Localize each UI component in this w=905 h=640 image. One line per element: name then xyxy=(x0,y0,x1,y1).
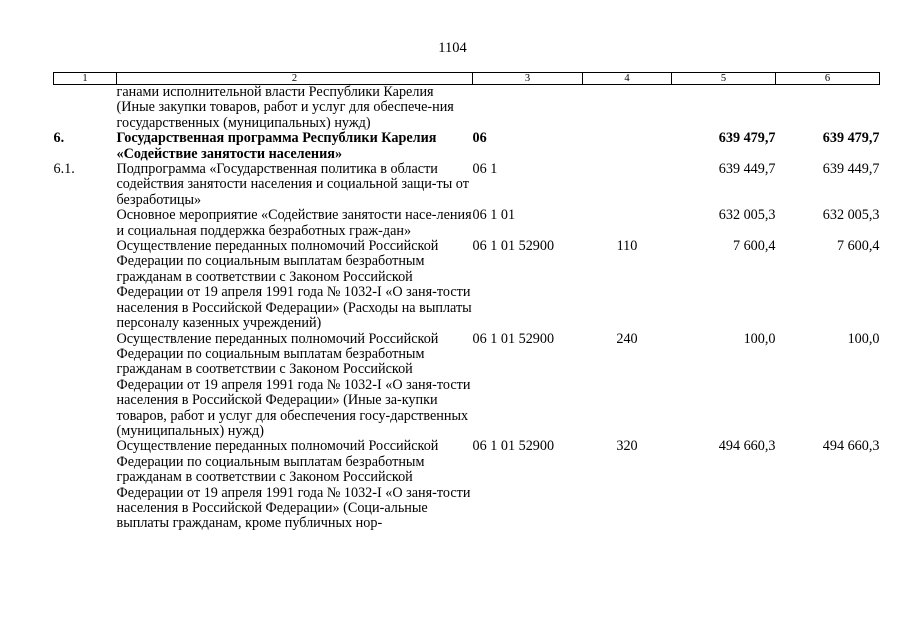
expense-type-cell: 110 xyxy=(616,238,638,255)
table-header-row xyxy=(54,73,880,85)
row-number-cell: 6. xyxy=(53,130,65,147)
row-name-cell: Осуществление переданных полномочий Российской Федерации по социальным выплатам безработным гражданам в соответствии с Законом Российской Федерации от 19 апреля 1991 года № 1032-I «О заня-тости населения в Российской Федерации» (Соци-альные выплаты гражданам, кроме публичных нор- xyxy=(116,438,471,532)
expense-type-cell: 240 xyxy=(616,330,638,347)
amount-cell: 7 600,4 xyxy=(732,238,776,255)
row-number-cell xyxy=(54,239,117,331)
target-code-cell: 06 1 01 xyxy=(472,207,516,224)
column-header: 6 xyxy=(776,73,880,85)
amount-cell: 100,0 xyxy=(743,330,776,347)
table-row xyxy=(54,162,880,208)
table-row xyxy=(54,239,880,331)
row-number-cell: 6.1. xyxy=(53,161,75,178)
target-code-cell xyxy=(473,85,583,132)
amount-cell: 639 449,7 xyxy=(718,161,776,178)
column-header: 2 xyxy=(117,73,473,85)
table-row xyxy=(54,208,880,239)
table-body xyxy=(54,85,880,532)
expense-type-cell xyxy=(583,131,672,162)
expense-type-cell xyxy=(583,208,672,239)
amount-cell: 632 005,3 xyxy=(822,207,880,224)
row-name-cell: Основное мероприятие «Содействие занятости насе-ления и социальная поддержка безработных граж-дан» xyxy=(116,207,472,239)
target-code-cell: 06 1 xyxy=(472,161,498,178)
page-number: 1104 xyxy=(438,40,467,56)
expense-type-cell: 320 xyxy=(616,438,638,455)
target-code-cell: 06 1 01 52900 xyxy=(472,438,555,455)
row-name-cell: Государственная программа Республики Карелия «Содействие занятости населения» xyxy=(116,130,437,162)
amount-cell: 494 660,3 xyxy=(718,438,776,455)
column-header: 4 xyxy=(583,73,672,85)
row-name-cell: Осуществление переданных полномочий Российской Федерации по социальным выплатам безработным гражданам в соответствии с Законом Российской Федерации от 19 апреля 1991 года № 1032-I «О заня-тости населения в Российской Федерации» (Иные за-купки товаров, работ и услуг для обеспечения госу-дарственных (муниципальных) нужд) xyxy=(116,330,471,439)
row-number-cell xyxy=(54,85,117,132)
row-number-cell xyxy=(54,439,117,531)
target-code-cell: 06 1 01 52900 xyxy=(472,330,555,347)
table-row xyxy=(54,332,880,440)
amount-cell: 7 600,4 xyxy=(836,238,880,255)
amount-cell: 639 479,7 xyxy=(718,130,776,147)
expense-type-cell xyxy=(583,162,672,208)
amount-cell: 639 479,7 xyxy=(822,130,880,147)
expense-type-cell xyxy=(583,85,672,132)
row-number-cell xyxy=(54,208,117,239)
column-header: 5 xyxy=(672,73,776,85)
amount-cell: 639 449,7 xyxy=(822,161,880,178)
row-name-cell: Подпрограмма «Государственная политика в области содействия занятости населения и социальной защи-ты от безработицы» xyxy=(116,161,469,208)
table-row xyxy=(54,85,880,132)
page-bottom-mask xyxy=(0,612,905,640)
column-header: 3 xyxy=(473,73,583,85)
row-number-cell xyxy=(54,332,117,440)
column-header: 1 xyxy=(54,73,117,85)
amount-cell: 100,0 xyxy=(847,330,880,347)
budget-table xyxy=(53,72,880,532)
table-row xyxy=(54,439,880,531)
row-name-cell: Осуществление переданных полномочий Российской Федерации по социальным выплатам безработным гражданам в соответствии с Законом Российской Федерации от 19 апреля 1991 года № 1032-I «О заня-тости населения в Российской Федерации» (Расходы на выплаты персоналу казенных учреждений) xyxy=(116,238,472,332)
table-row xyxy=(54,131,880,162)
amount-cell: 632 005,3 xyxy=(718,207,776,224)
amount-cell: 494 660,3 xyxy=(822,438,880,455)
row-name-cell: ганами исполнительной власти Республики Карелия (Иные закупки товаров, работ и услуг для обеспече-ния государственных (муниципальных) нужд) xyxy=(116,84,454,131)
amount-cell xyxy=(672,85,776,132)
target-code-cell: 06 xyxy=(472,130,487,147)
amount-cell xyxy=(776,85,880,132)
target-code-cell: 06 1 01 52900 xyxy=(472,238,555,255)
